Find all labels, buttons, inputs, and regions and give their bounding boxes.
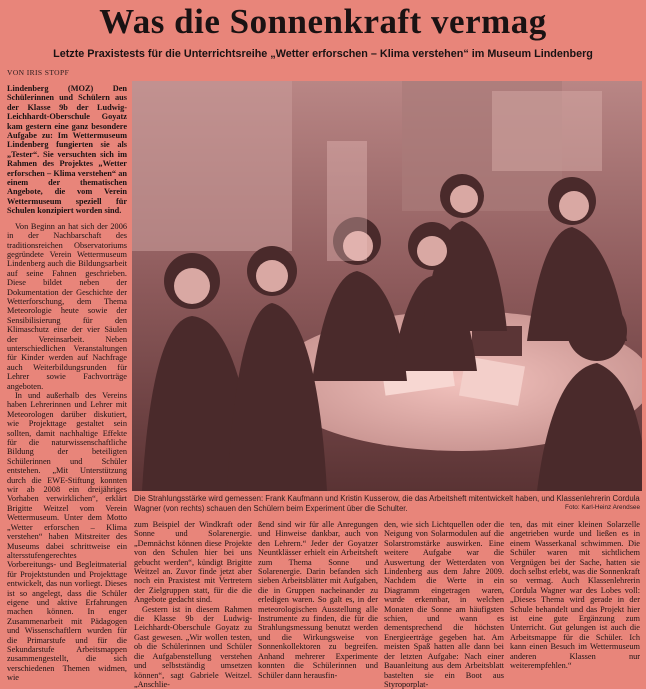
paragraph: den, wie sich Lichtquellen oder die Neigung von Solarmodulen auf die Solarstromstärke auswirken. Eine weitere Aufgabe war die Auswertung der Wetterdaten von Lindenberg aus dem Jahre 2009. Nachdem die Werte in ein Diagramm eingetragen waren, wurde erkennbar, in welchen Monaten die Sonne am häufigsten schien, und wann es dementsprechend die höchsten Energieerträge gegeben hat. Am meisten Spaß hatten alle dann bei der letzten Aufgabe: Nach einer Bauanleitung aus dem Arbeitsblatt bastelten sie ein Boot aus Styroporplat-: [384, 520, 504, 689]
column-5: [510, 520, 640, 671]
paragraph: zum Beispiel der Windkraft oder Sonne und Solarenergie. „Demnächst können diese Projekte von den Schulen hier bei uns gebucht werden“, kündigt Brigitte Weitzel an. Zuvor finde jetzt aber noch ein Praxistest mit Vertretern der Zielgruppen statt, für die die Angebote gedacht sind.: [134, 520, 252, 605]
article-photo: [132, 81, 642, 491]
article-title: Was die Sonnenkraft vermag: [99, 2, 547, 41]
paragraph: ßend sind wir für alle Anregungen und Hinweise dankbar, auch von den Lehrern.“ Jeder der Goyatzer Neuntklässer erhielt ein Arbeitsheft zum Thema Sonne und Solarenergie. Darin befanden sich sieben Arbeitsblätter mit Aufgaben, die in Gruppen nacheinander zu erledigen waren. So galt es, in der meteorologischen Ausstellung alle Instrumente zu finden, die für die Strahlungsmessung benutzt werden und die Wirkungsweise von Sonnenkollektoren zu begreifen. Anhand mehrerer Experimente konnten die Schülerinnen und Schüler dann herausfin-: [258, 520, 378, 680]
column-3: [258, 520, 378, 680]
paragraph: Von Beginn an hat sich der 2006 in der Nachbarschaft des traditionsreichen Observatoriums gegründete Verein Wettermuseum Lindenberg auch die Bildungsarbeit auf seine Fahnen geschrieben. Diese bildet neben der Dokumentation der Geschichte der Wetterforschung, dem Thema Meteorologie heute sowie der Sensibilisierung für den Klimaschutz eine der vier Säulen der Vereinsarbeit. Neben unterschiedlichen Veranstaltungen für Kinder werden auf Nachfrage auch Weiterbildungsrunden für Lehrer sowie Fachvorträge angeboten.: [7, 221, 127, 391]
lead-paragraph: Lindenberg (MOZ) Den Schülerinnen und Schülern aus der Klasse 9b der Ludwig-Leichhardt-Oberschule Goyatz kam gestern eine ganz besondere Aufgabe zu: Im Wettermuseum Lindenberg fungierten sie als „Tester“. Sie versuchten sich im Rahmen des Projektes „Wetter erforschen – Klima verstehen“ an einem der thematischen Angebote, die vom Verein Wettermuseum speziell für Schulen konzipiert worden sind.: [7, 84, 127, 216]
photo-credit: Foto: Karl-Heinz Arendsee: [565, 504, 640, 511]
photo-illustration: [132, 81, 642, 491]
paragraph: ten, das mit einer kleinen Solarzelle angetrieben wurde und ließen es in einem Wasserkanal schwimmen. Die Schüler waren mit sichtlichem Vergnügen bei der Sache, hatten sie doch selbst erlebt, was die Sonnenkraft so vermag. Auch Klassenlehrerin Cordula Wagner war des Lobes voll: „Dieses Thema wird gerade in der Schule behandelt und das Projekt hier ist eine gute Ergänzung zum Unterricht. Gut gelungen ist auch die Arbeitsmappe für die Schüler. Ich kann einen Besuch im Wettermuseum anderen Klassen nur weiterempfehlen.“: [510, 520, 640, 671]
column-4: [384, 520, 504, 689]
photo-caption: Die Strahlungsstärke wird gemessen: Frank Kaufmann und Kristin Kusserow, die das Arbeitsheft mitentwickelt haben, und Klassenlehrerin Cordula Wagner (von rechts) schauen den Schülern beim Experiment über die Schulter.: [134, 494, 640, 513]
paragraph: In und außerhalb des Vereins haben Lehrerinnen und Lehrer mit Meteorologen darüber diskutiert, wie Projekttage gestaltet sein sollten, damit nachhaltige Effekte für die naturwissenschaftliche Bildung der beteiligten Schülerinnen und Schüler entstehen. „Mit Unterstützung durch die EWE-Stiftung konnten wir ab 2008 ein dreijähriges Vorhaben verwirklichen“, erklärt Brigitte Weitzel vom Verein Wettermuseum. Unter dem Motto „Wetter erforschen – Klima verstehen“ haben Mitstreiter des Museums dabei schrittweise ein altersstufengerechtes Vorbereitungs- und Begleitmaterial für Projektstunden und Projekttage entwickelt, das nun vorliegt. Dieses ist so angelegt, dass die Schüler eigene und aktive Erfahrungen machen können. In enger Zusammenarbeit mit Pädagogen und Wissenschaftlern wurden für die Primarstufe und für die Sekundarstufe Arbeitsmappen zusammengestellt, die sich verschiedenen Themen widmen, wie: [7, 391, 127, 683]
column-2: [134, 520, 252, 689]
article-subtitle: Letzte Praxistests für die Unterrichtsreihe „Wetter erforschen – Klima verstehen“ im Museum Lindenberg: [53, 48, 593, 60]
byline: VON IRIS STOPF: [7, 68, 70, 77]
paragraph: Gestern ist in diesem Rahmen die Klasse 9b der Ludwig-Leichhardt-Oberschule Goyatz zu Gast gewesen. „Wir wollen testen, ob die Schülerinnen und Schüler die Aufgabenstellung verstehen und selbstständig umsetzen können“, sagt Gabriele Weitzel. „Anschlie-: [134, 604, 252, 689]
column-1: [7, 84, 127, 683]
